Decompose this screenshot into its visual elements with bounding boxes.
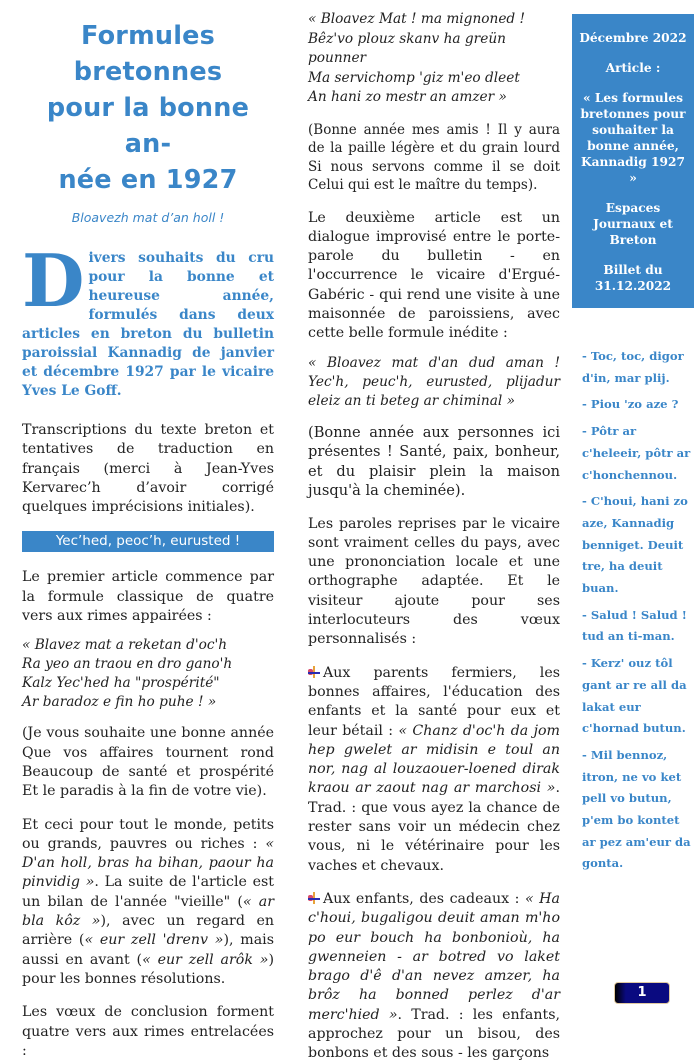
page-number-badge: 1 bbox=[614, 982, 670, 1004]
middle-column bbox=[308, 10, 560, 1064]
text-run: . Trad. : que vous ayez la chance de rester sans voir un médecin chez vous, ni le vétérinaire pour les vaches et chevaux. bbox=[308, 780, 560, 874]
paragraph-second-article: Le deuxième article est un dialogue improvisé entre le porte-parole du bulletin - en l'occurrence le vicaire d'Ergué-Gabéric - qui rend une visite à une maisonnée de paroissiens, avec cette belle formule inédite : bbox=[308, 209, 560, 342]
translation-2: (Bonne année mes amis ! Il y aura de la paille légère et du grain lourd Si nous servons comme il se doit Celui qui est le maître du temps). bbox=[308, 121, 560, 193]
article-subtitle: Bloavezh mat d’an holl ! bbox=[71, 210, 225, 225]
article-title bbox=[22, 18, 274, 198]
translation-3: (Bonne année aux personnes ici présentes ! Santé, paix, bonheur, et du plaisir plein la maison jusqu'à la cheminée). bbox=[308, 423, 560, 500]
text-run: . Trad. : les enfants, approchez pour un bisou, des bonbons et des sous - les garçons bbox=[308, 1006, 560, 1062]
title-line-3: née en 1927 bbox=[58, 165, 238, 195]
info-article-title: « Les formules bretonnes pour souhaiter la bonne année, Kannadig 1927 » bbox=[580, 91, 686, 185]
dialog-line: - Piou 'zo aze ? bbox=[582, 397, 679, 412]
dialog-line: - Toc, toc, digor d'in, mar plij. bbox=[582, 349, 684, 385]
poem-1-line: Ar baradoz e fin ho puhe ! » bbox=[22, 694, 217, 711]
info-category: Espaces Journaux et Breton bbox=[593, 201, 673, 247]
breton-quote: « eur zell arôk » bbox=[142, 951, 269, 968]
poem-1-line: Kalz Yec'hed ha "prospérité" bbox=[22, 675, 220, 692]
dialog-line: - Mil bennoz, itron, ne vo ket pell vo butun, p'em bo kontet ar pez am'eur da gonta. bbox=[582, 747, 691, 871]
title-line-1: Formules bretonnes bbox=[73, 21, 223, 87]
dialog-line: - Kerz' ouz tôl gant ar re all da lakat eur c'hornad butun. bbox=[582, 656, 687, 736]
poem-2-line: Ma servichomp 'giz m'eo dleet bbox=[308, 69, 520, 86]
left-column bbox=[22, 14, 274, 1061]
text-run: Aux enfants, des cadeaux : bbox=[323, 890, 525, 907]
info-date: Décembre 2022 bbox=[579, 31, 687, 45]
breton-quote: « D'an holl, bras ha bihan, paour ha pinvidig » bbox=[22, 835, 274, 891]
poem-1-line: Ra yeo an traou en dro gano'h bbox=[22, 656, 233, 673]
poem-1-line: « Blavez mat a reketan d'oc'h bbox=[22, 637, 228, 654]
bullet-parents bbox=[308, 664, 560, 876]
paragraph-everyone bbox=[22, 816, 274, 990]
poem-2-line: Bêz'vo plouz skanv ha greün pounner bbox=[308, 30, 506, 66]
paragraph-first-article: Le premier article commence par la formule classique de quatre vers aux rimes appairées : bbox=[22, 569, 274, 625]
dialog-list bbox=[572, 346, 694, 875]
breton-quote: « Chanz d'oc'h da jom hep gwelet ar midisin e toul an nor, nag al louzaouer-loened dirak kraou ar zaout nag ar marchosi » bbox=[308, 722, 560, 797]
title-line-2: pour la bonne an- bbox=[46, 93, 250, 159]
text-run: ) pour les bonnes résolutions. bbox=[22, 951, 274, 987]
bullet-children bbox=[308, 890, 560, 1064]
dialog-line: - C'houi, hani zo aze, Kannadig benniget. Deuit tre, ha deuit buan. bbox=[582, 494, 688, 596]
text-run: Et ceci pour tout le monde, petits ou grands, pauvres ou riches : bbox=[22, 816, 274, 852]
lead-paragraph bbox=[22, 238, 274, 401]
poem-2-line: An hani zo mestr an amzer » bbox=[308, 89, 507, 105]
text-run: . La suite de l'article est un bilan de l'année "vieille" ( bbox=[22, 874, 275, 910]
info-box bbox=[572, 14, 694, 308]
intro-paragraph: Transcriptions du texte breton et tentatives de traduction en français (merci à Jean-Yves Kervarec’h d’avoir corrigé quelques imprécisions initiales). bbox=[22, 422, 274, 516]
dialog-line: - Salud ! Salud ! tud an ti-man. bbox=[582, 607, 687, 644]
text-run: ), avec un regard en arrière ( bbox=[22, 913, 274, 949]
dropcap: D bbox=[22, 238, 85, 323]
bullet-cross-icon bbox=[308, 666, 320, 678]
text-run: ), mais aussi en avant ( bbox=[22, 932, 274, 968]
translation-1: (Je vous souhaite une bonne année Que vos affaires tournent rond Beaucoup de santé et prospérité Et le paradis à la fin de votre vie). bbox=[22, 725, 274, 800]
text-run: Aux parents fermiers, les bonnes affaires, l'éducation des enfants et la santé pour eux et leur bétail : bbox=[308, 664, 560, 739]
dialog-line: - Pôtr ar c'heleeir, pôtr ar c'honchennou. bbox=[582, 424, 691, 482]
lead-text: ivers souhaits du cru pour la bonne et heureuse année, formulés dans deux articles en breton du bulletin paroissial Kannadig de janvier et décembre 1927 par le vicaire Yves Le Goff. bbox=[22, 250, 274, 399]
breton-quote: « Ha c'houi, bugaligou deuit aman m'ho po eur bouch ha bonbonioù, ha gwenneien - ar botred vo laket brago d'ê d'an nevez amzer, ha brôz ha bonned perlez d'ar merc'hied » bbox=[308, 890, 560, 1023]
bullet-cross-icon bbox=[308, 892, 320, 904]
poem-2-line: « Bloavez Mat ! ma mignoned ! bbox=[308, 11, 526, 27]
right-sidebar bbox=[572, 0, 694, 880]
poem-1 bbox=[22, 636, 274, 712]
breton-quote: « eur zell 'drenv » bbox=[84, 932, 224, 949]
breton-quote: « ar bla kôz » bbox=[22, 893, 275, 930]
info-article-label: Article : bbox=[605, 61, 661, 75]
section-heading: Yec’hed, peoc’h, eurusted ! bbox=[22, 531, 274, 552]
poem-2 bbox=[308, 10, 560, 108]
paragraph-conclusion: Les vœux de conclusion forment quatre vers aux rimes entrelacées : bbox=[22, 1004, 274, 1059]
info-billet: Billet du 31.12.2022 bbox=[594, 263, 672, 293]
quote-3: « Bloavez mat d'an dud aman ! Yec'h, peuc'h, eurusted, plijadur eleiz an ti beteg ar chiminal » bbox=[308, 354, 560, 409]
paragraph-local-words: Les paroles reprises par le vicaire sont vraiment celles du pays, avec une prononciation locale et une orthographe adaptée. Et le visiteur ajoute pour ses interlocuteurs des vœux personnalisés : bbox=[308, 515, 560, 648]
